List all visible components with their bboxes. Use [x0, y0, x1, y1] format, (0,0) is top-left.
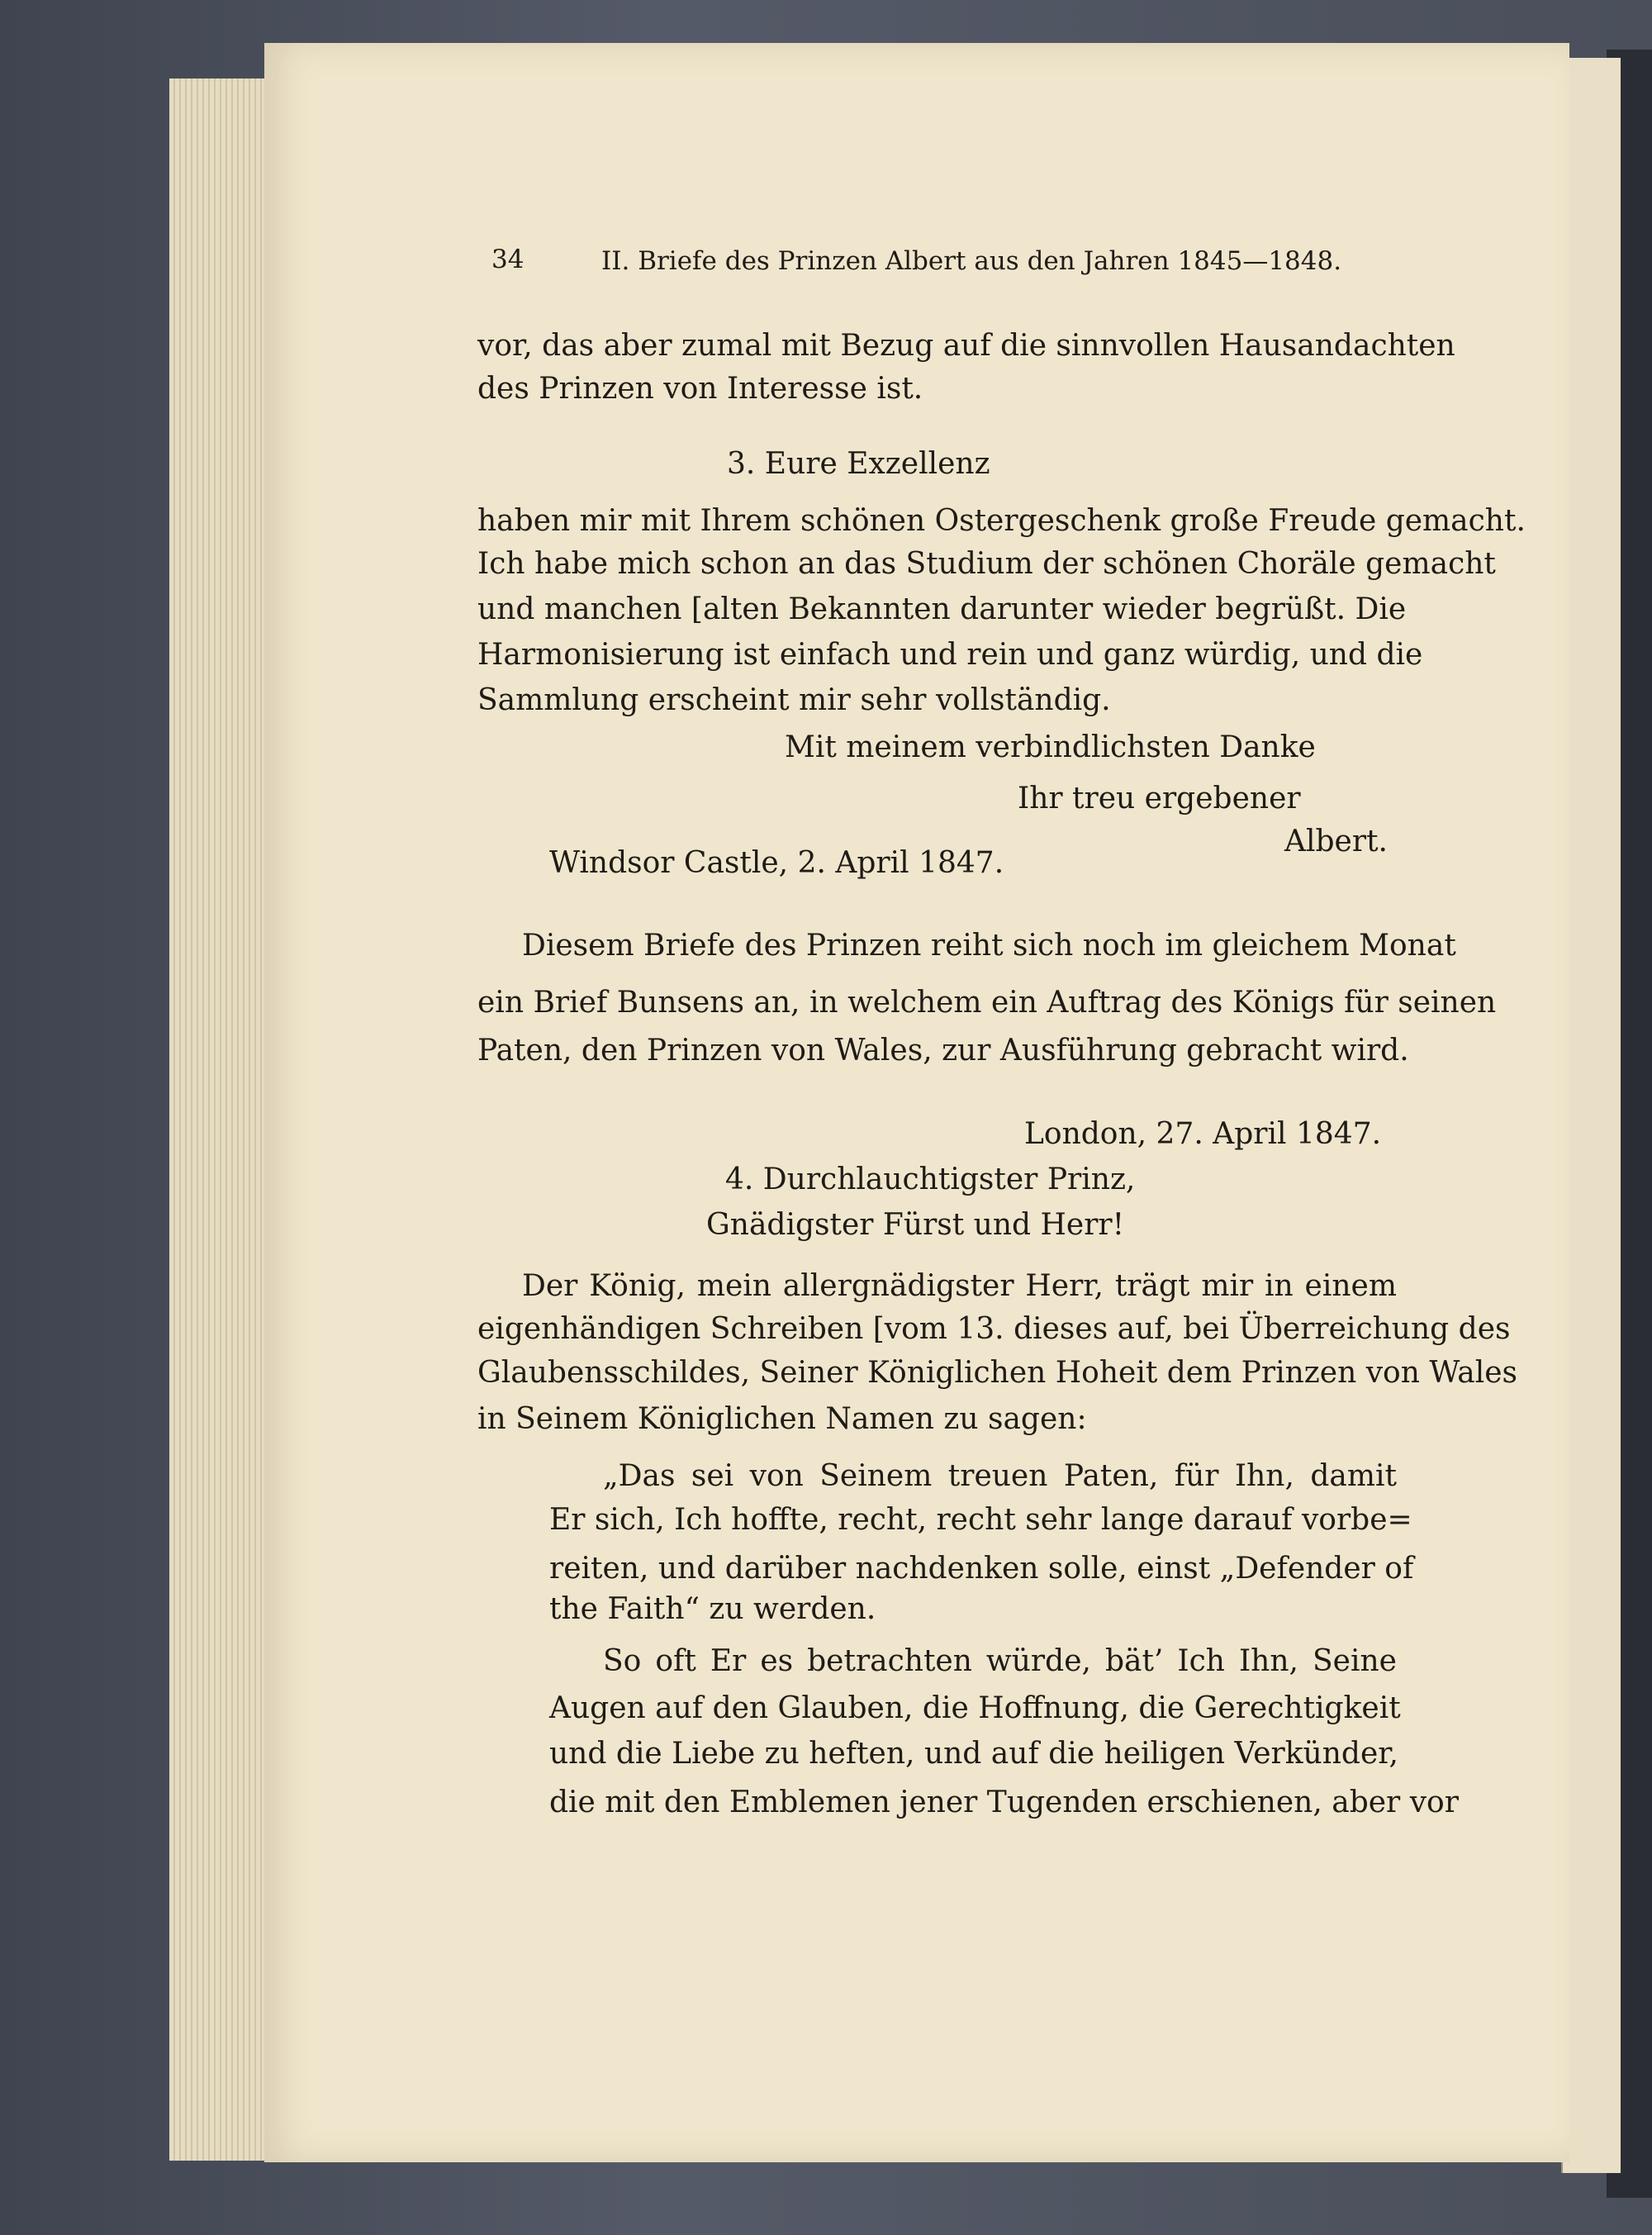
- quote-line: So oft Er es betrachten würde, bät’ Ich Ihn, Seine: [603, 1644, 1397, 1678]
- text-line: Sammlung erscheint mir sehr vollständig.: [477, 683, 1111, 717]
- text-line: Der König, mein allergnädigster Herr, trägt mir in einem: [522, 1269, 1397, 1303]
- text-line: ein Brief Bunsens an, in welchem ein Auftrag des Königs für seinen: [477, 986, 1497, 1020]
- quote-line: und die Liebe zu heften, und auf die heiligen Verkünder,: [549, 1737, 1398, 1771]
- text-line: eigenhändigen Schreiben [vom 13. dieses auf, bei Überreichung des: [477, 1312, 1511, 1346]
- quote-line: reiten, und darüber nachdenken solle, einst „Defender of: [549, 1552, 1414, 1586]
- text-line: und manchen [alten Bekannten darunter wieder begrüßt. Die: [477, 592, 1407, 626]
- running-title: II. Briefe des Prinzen Albert aus den Jahren 1845—1848.: [601, 246, 1342, 276]
- closing-line: Mit meinem verbindlichsten Danke: [785, 730, 1316, 764]
- letter-heading: 4. Durchlauchtigster Prinz,: [725, 1163, 1136, 1196]
- page-number: 34: [491, 245, 525, 274]
- text-line: des Prinzen von Interesse ist.: [477, 372, 923, 406]
- date-line: Windsor Castle, 2. April 1847.: [549, 846, 1004, 880]
- text-line: Diesem Briefe des Prinzen reiht sich noch im gleichem Monat: [522, 929, 1456, 963]
- page-edges: [169, 78, 268, 2161]
- quote-line: Augen auf den Glauben, die Hoffnung, die Gerechtigkeit: [549, 1691, 1401, 1725]
- next-page-edge: [1561, 58, 1621, 2173]
- text-line: haben mir mit Ihrem schönen Ostergeschenk große Freude gemacht.: [477, 504, 1526, 538]
- quote-line: die mit den Emblemen jener Tugenden erschienen, aber vor: [549, 1786, 1459, 1819]
- salutation: Gnädigster Fürst und Herr!: [706, 1208, 1125, 1242]
- date-line: London, 27. April 1847.: [1024, 1117, 1382, 1151]
- text-line: Harmonisierung ist einfach und rein und ganz würdig, und die: [477, 638, 1423, 672]
- letter-heading: 3. Eure Exzellenz: [727, 447, 990, 481]
- quote-line: the Faith“ zu werden.: [549, 1592, 876, 1626]
- text-line: Paten, den Prinzen von Wales, zur Ausführung gebracht wird.: [477, 1034, 1409, 1068]
- text-line: Glaubensschildes, Seiner Königlichen Hoheit dem Prinzen von Wales: [477, 1356, 1517, 1390]
- quote-line: „Das sei von Seinem treuen Paten, für Ihn, damit: [603, 1459, 1397, 1493]
- text-line: in Seinem Königlichen Namen zu sagen:: [477, 1402, 1087, 1436]
- closing-line: Ihr treu ergebener: [1018, 782, 1301, 816]
- signature: Albert.: [1284, 825, 1388, 858]
- quote-line: Er sich, Ich hoffte, recht, recht sehr lange darauf vorbe=: [549, 1503, 1412, 1537]
- text-line: vor, das aber zumal mit Bezug auf die sinnvollen Hausandachten: [477, 329, 1455, 363]
- text-line: Ich habe mich schon an das Studium der schönen Choräle gemacht: [477, 547, 1496, 581]
